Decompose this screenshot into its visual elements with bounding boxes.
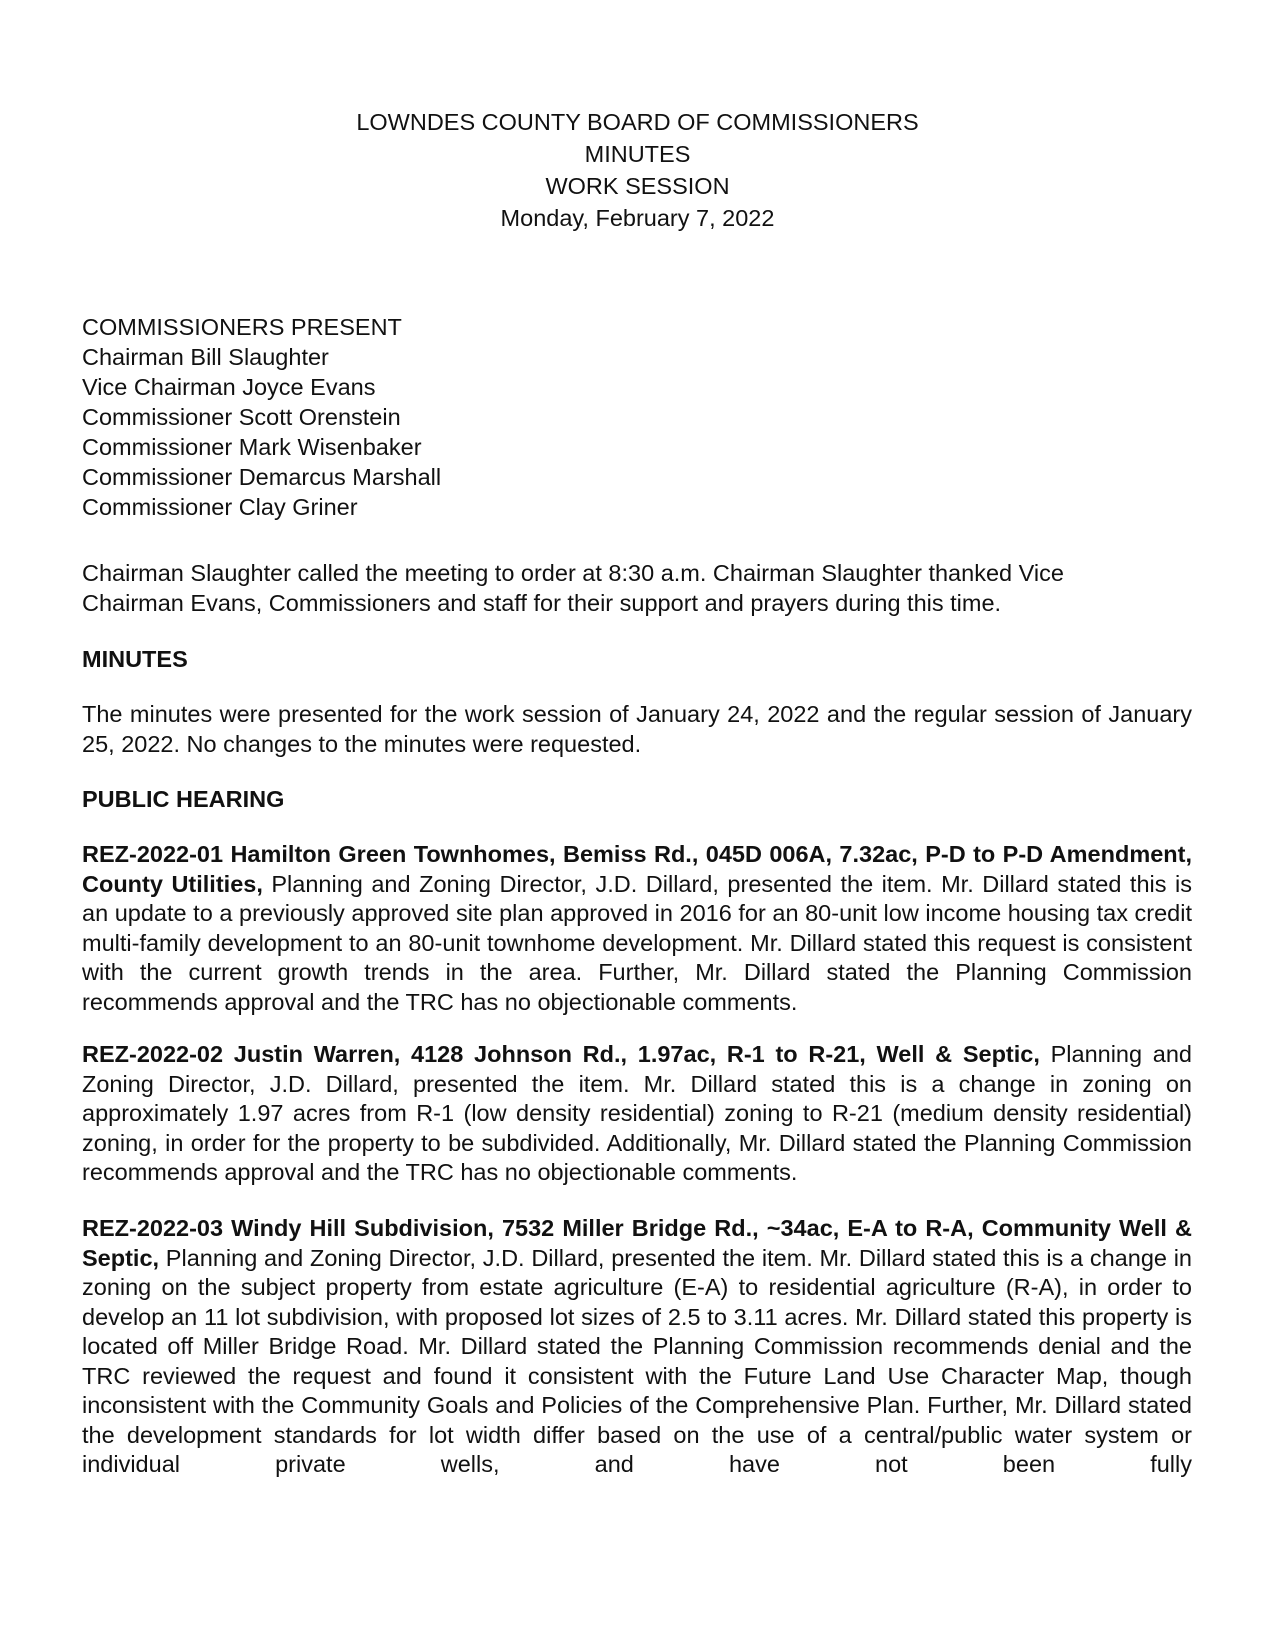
hearing-item-text: Planning and Zoning Director, J.D. Dillard, presented the item. Mr. Dillard stated this is an update to a previously approved site plan approved in 2016 for an 80-unit low income housing tax credit multi-family development to an 80-unit townhome development. Mr. Dillard stated this request is consistent with the current growth trends in the area. Further, Mr. Dillard stated the Planning Commission recommends approval and the TRC has no objectionable comments. [82,870,1192,1015]
member-item: Vice Chairman Joyce Evans [82,374,376,400]
public-hearing-heading: PUBLIC HEARING [82,786,285,812]
member-item: Commissioner Demarcus Marshall [82,464,442,490]
present-title: COMMISSIONERS PRESENT [82,314,402,340]
hearing-item-title: REZ-2022-01 Hamilton Green Townhomes, Bemiss Rd., 045D 006A, 7.32ac, P-D to P-D Amendment, County Utilities, [82,841,1192,897]
hearing-item-rez-2022-01 [82,840,1192,1017]
hearing-item-title: REZ-2022-03 Windy Hill Subdivision, 7532 Miller Bridge Rd., ~34ac, E-A to R-A, Community Well & Septic, [82,1215,1192,1271]
header-session-type: WORK SESSION [545,173,730,199]
header-organization: LOWNDES COUNTY BOARD OF COMMISSIONERS [356,109,919,135]
header-doc-type: MINUTES [584,141,691,167]
member-item: Commissioner Mark Wisenbaker [82,434,422,460]
hearing-item-title: REZ-2022-02 Justin Warren, 4128 Johnson Rd., 1.97ac, R-1 to R-21, Well & Septic, [82,1041,1040,1067]
member-item: Commissioner Clay Griner [82,494,358,520]
hearing-item-rez-2022-03 [82,1214,1192,1480]
document-header [0,106,1275,234]
hearing-item-text: Planning and Zoning Director, J.D. Dillard, presented the item. Mr. Dillard stated this is a change in zoning on approximately 1.97 acres from R-1 (low density residential) zoning to R-21 (medium density residential) zoning, in order for the property to be subdivided. Additionally, Mr. Dillard stated the Planning Commission recommends approval and the TRC has no objectionable comments. [82,1041,1192,1185]
hearing-item-rez-2022-02 [82,1040,1192,1188]
member-item: Chairman Bill Slaughter [82,344,329,370]
hearing-item-text: Planning and Zoning Director, J.D. Dillard, presented the item. Mr. Dillard stated this is a change in zoning on the subject property from estate agriculture (E-A) to residential agriculture (R-A), in order to develop an 11 lot subdivision, with proposed lot sizes of 2.5 to 3.11 acres. Mr. Dillard stated this property is located off Miller Bridge Road. Mr. Dillard stated the Planning Commission recommends denial and the TRC reviewed the request and found it consistent with the Future Land Use Character Map, though inconsistent with the Community Goals and Policies of the Comprehensive Plan. Further, Mr. Dillard stated the development standards for lot width differ based on the use of a central/public water system or individual private wells, and have not been fully [82,1244,1192,1477]
minutes-paragraph: The minutes were presented for the work session of January 24, 2022 and the regular session of January 25, 2022. No changes to the minutes were requested. [82,701,1192,757]
header-date: Monday, February 7, 2022 [500,205,775,231]
member-item: Commissioner Scott Orenstein [82,404,401,430]
commissioners-present [82,312,1192,522]
minutes-heading: MINUTES [82,646,188,672]
call-to-order-paragraph: Chairman Slaughter called the meeting to order at 8:30 a.m. Chairman Slaughter thanked Vice Chairman Evans, Commissioners and staff for their support and prayers during this time. [82,560,1064,616]
